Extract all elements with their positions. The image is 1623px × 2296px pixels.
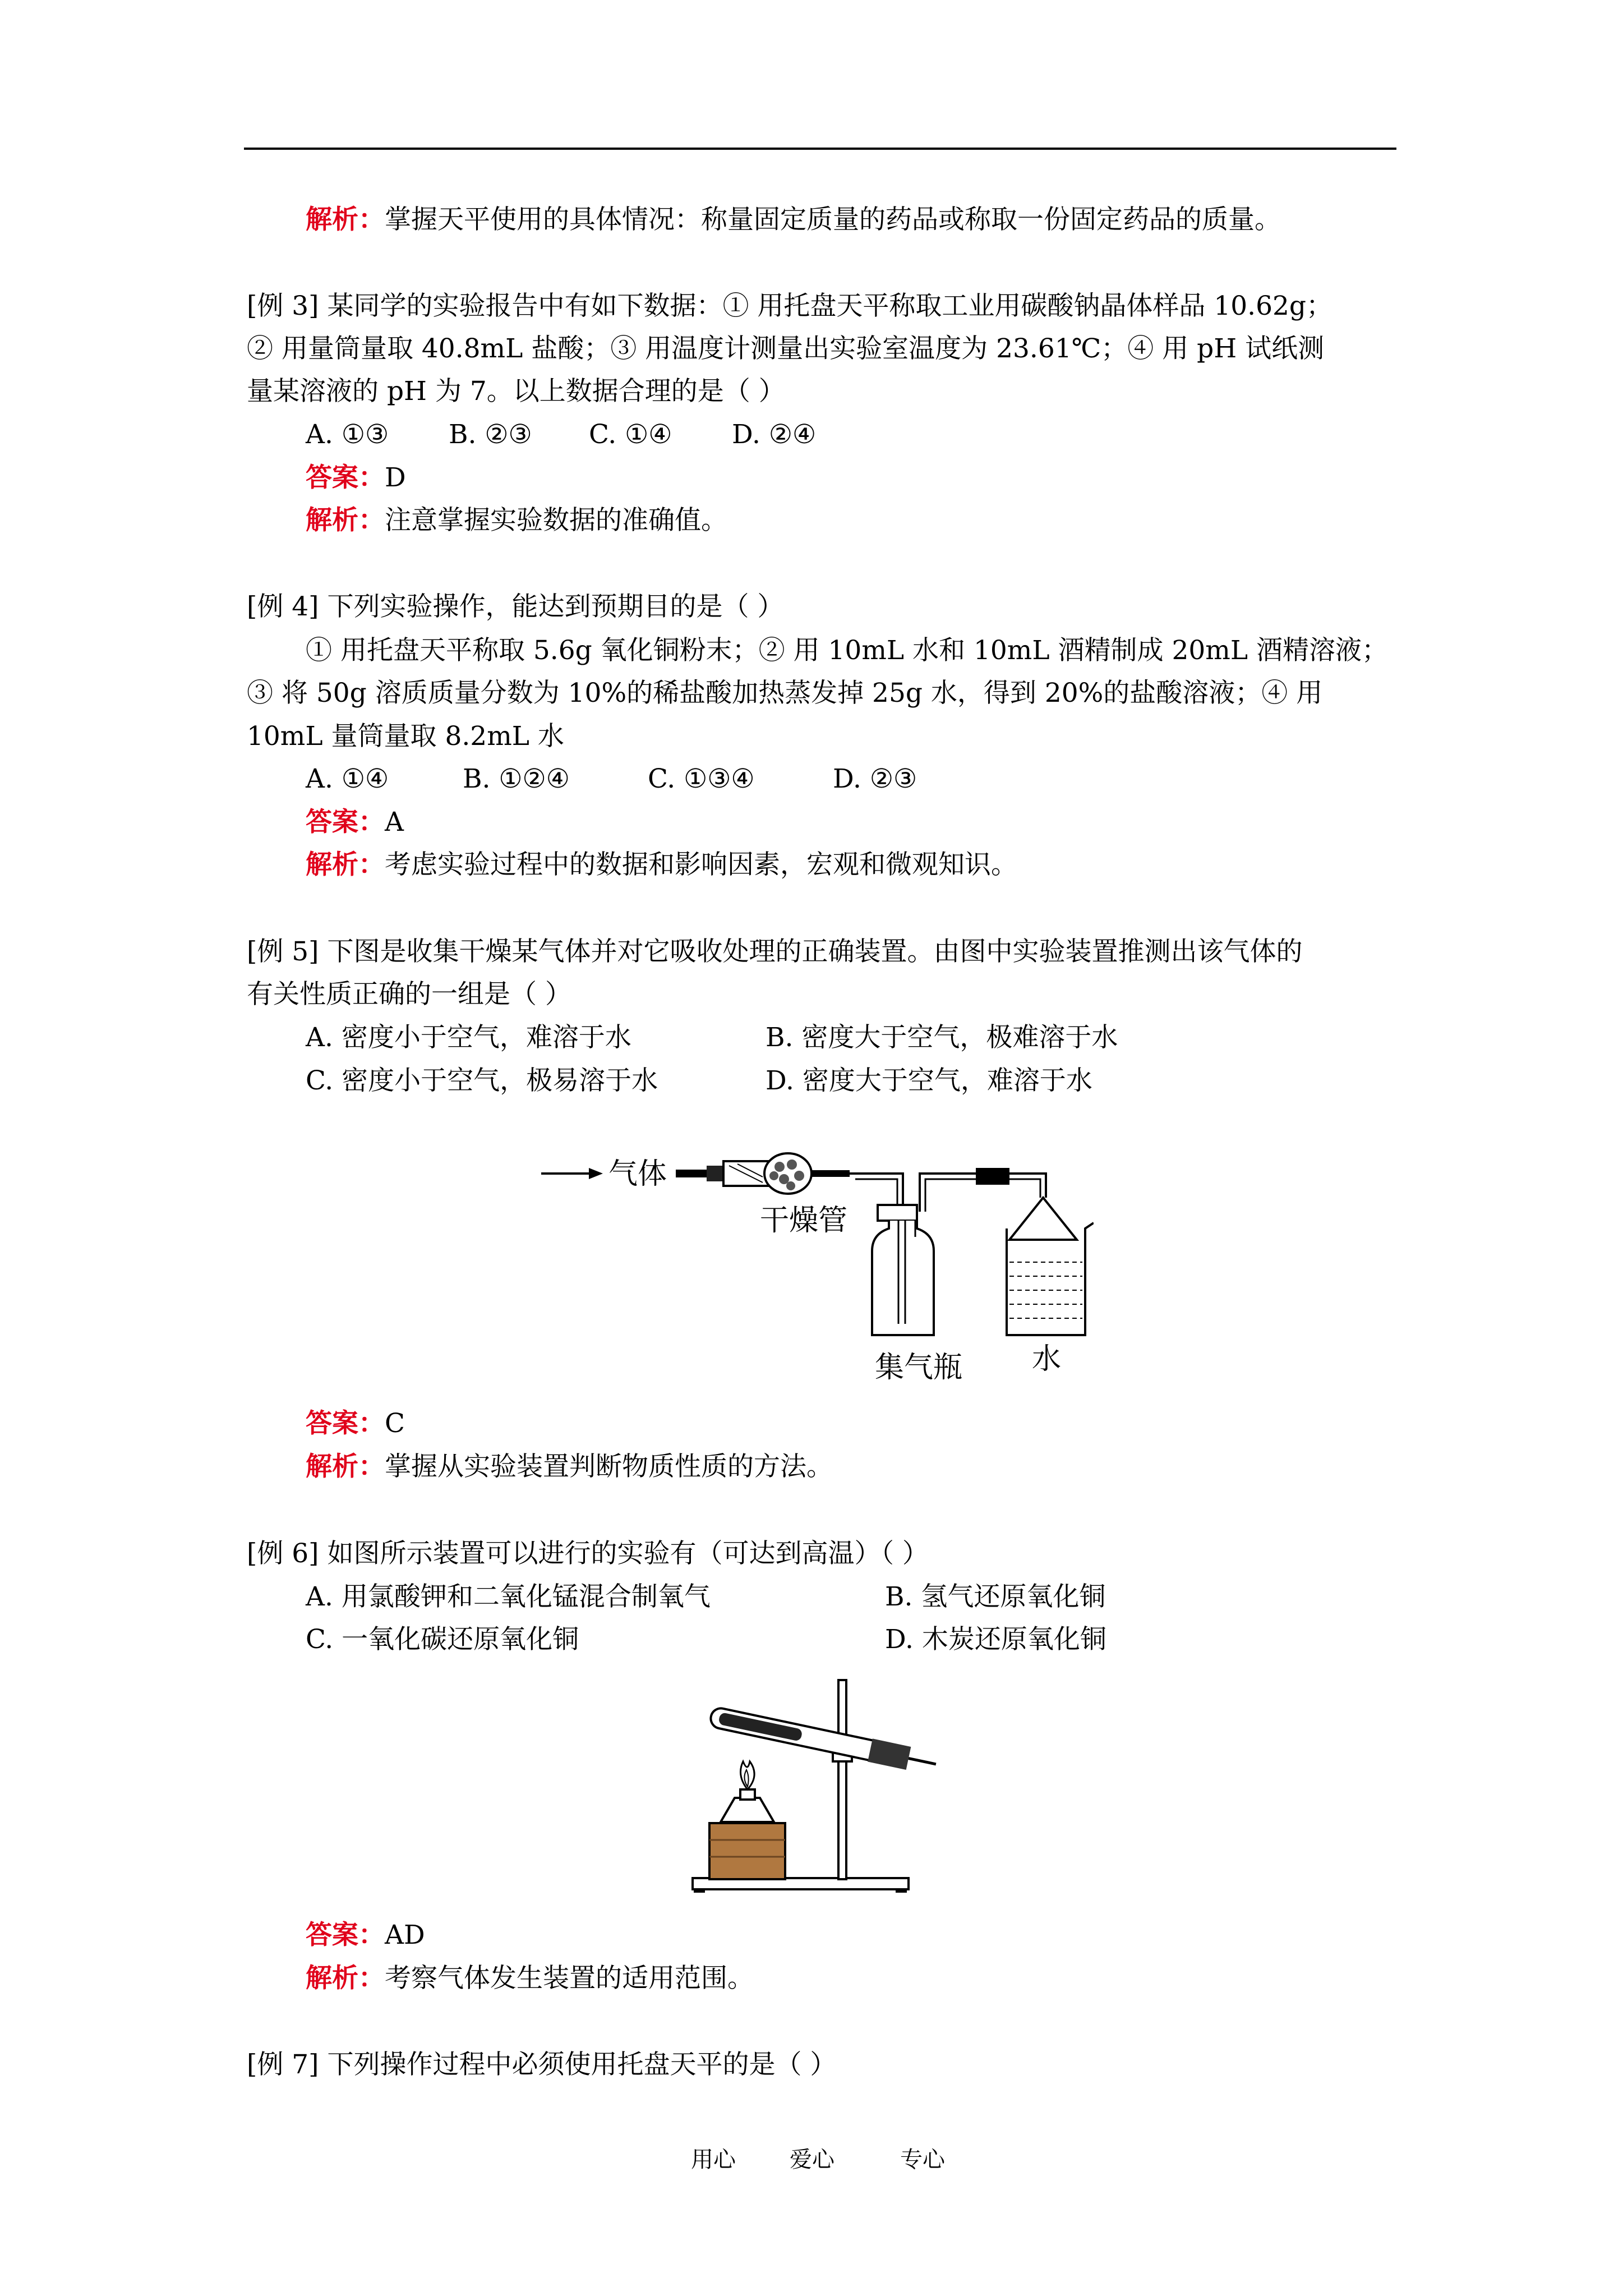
delivery-tube bbox=[909, 1759, 936, 1764]
ex6-option-b: B. 氢气还原氧化铜 bbox=[885, 1581, 1106, 1612]
ex2-analysis bbox=[306, 203, 1281, 237]
test-tube-stopper bbox=[868, 1738, 911, 1770]
answer-label: 答案： bbox=[306, 1408, 385, 1439]
dryer-outlet-tube bbox=[810, 1170, 850, 1177]
analysis-label: 解析： bbox=[306, 1451, 385, 1482]
answer-label: 答案： bbox=[306, 1920, 385, 1950]
ex5-analysis bbox=[306, 1450, 833, 1484]
ex6-option-d: D. 木炭还原氧化铜 bbox=[885, 1624, 1106, 1655]
ex4-option-d: D. ②③ bbox=[833, 763, 917, 794]
ex4-option-a: A. ①④ bbox=[306, 763, 389, 794]
ex4-answer bbox=[306, 806, 404, 839]
analysis-label: 解析： bbox=[306, 505, 385, 536]
answer-value: C bbox=[385, 1408, 405, 1439]
ex6-option-a: A. 用氯酸钾和二氧化锰混合制氧气 bbox=[306, 1581, 711, 1612]
ex4-question-line2: ① 用托盘天平称取 5.6g 氧化铜粉末；② 用 10mL 水和 10mL 酒精制成 20mL 酒精溶液； bbox=[306, 635, 1388, 666]
answer-label: 答案： bbox=[306, 807, 385, 838]
analysis-text: 考虑实验过程中的数据和影响因素，宏观和微观知识。 bbox=[385, 849, 1017, 880]
label-collecting-bottle: 集气瓶 bbox=[875, 1351, 963, 1384]
footer-text-1: 用心 bbox=[691, 2147, 736, 2173]
ex3-option-b: B. ②③ bbox=[449, 419, 532, 450]
ex3-answer bbox=[306, 461, 406, 495]
bottle-stopper bbox=[878, 1205, 917, 1221]
label-water: 水 bbox=[1032, 1342, 1062, 1376]
ex3-option-a: A. ①③ bbox=[306, 419, 389, 450]
analysis-text: 考察气体发生装置的适用范围。 bbox=[385, 1963, 754, 1994]
ex3-question-line2: ② 用量筒量取 40.8mL 盐酸；③ 用温度计测量出实验室温度为 23.61℃；④ 用 pH 试纸测 bbox=[247, 333, 1325, 364]
gas-arrow-head bbox=[589, 1168, 603, 1179]
analysis-label: 解析： bbox=[306, 849, 385, 880]
rubber-connector bbox=[976, 1168, 1009, 1185]
ex3-option-d: D. ②④ bbox=[732, 419, 817, 450]
ex5-answer bbox=[306, 1407, 405, 1441]
analysis-label: 解析： bbox=[306, 1963, 385, 1994]
ex5-option-c: C. 密度小于空气，极易溶于水 bbox=[306, 1065, 658, 1096]
ex3-question-line1: [例 3] 某同学的实验报告中有如下数据：① 用托盘天平称取工业用碳酸钠晶体样品 10.62g； bbox=[247, 291, 1332, 321]
ex5-option-a: A. 密度小于空气，难溶于水 bbox=[306, 1022, 631, 1053]
ex4-option-b: B. ①②④ bbox=[463, 763, 570, 794]
ex5-option-b: B. 密度大于空气，极难溶于水 bbox=[766, 1022, 1118, 1053]
ex4-analysis bbox=[306, 848, 1017, 882]
analysis-text: 注意掌握实验数据的准确值。 bbox=[385, 505, 727, 536]
analysis-label: 解析： bbox=[306, 204, 385, 235]
answer-value: A bbox=[385, 807, 404, 838]
analysis-text: 掌握从实验装置判断物质性质的方法。 bbox=[385, 1451, 833, 1482]
ex5-question-line1: [例 5] 下图是收集干燥某气体并对它吸收处理的正确装置。由图中实验装置推测出该气体的 bbox=[247, 936, 1303, 967]
ex7-question-line1: [例 7] 下列操作过程中必须使用托盘天平的是（ ） bbox=[247, 2049, 837, 2080]
ex3-question-line3: 量某溶液的 pH 为 7。以上数据合理的是（ ） bbox=[247, 376, 785, 407]
gas-collection-apparatus-figure bbox=[533, 1139, 1094, 1386]
ex5-option-d: D. 密度大于空气，难溶于水 bbox=[766, 1065, 1092, 1096]
ex6-answer bbox=[306, 1918, 425, 1952]
ex3-option-c: C. ①④ bbox=[589, 419, 672, 450]
header-rule bbox=[244, 148, 1396, 150]
ex5-question-line2: 有关性质正确的一组是（ ） bbox=[247, 979, 571, 1010]
wooden-block bbox=[709, 1823, 785, 1879]
ex4-question-line3: ③ 将 50g 溶质质量分数为 10%的稀盐酸加热蒸发掉 25g 水，得到 20%的盐酸溶液；④ 用 bbox=[247, 678, 1323, 708]
collecting-bottle bbox=[872, 1221, 934, 1335]
ex4-option-c: C. ①③④ bbox=[648, 763, 755, 794]
inverted-funnel bbox=[1009, 1198, 1077, 1240]
answer-value: D bbox=[385, 462, 406, 493]
ex4-question-line1: [例 4] 下列实验操作，能达到预期目的是（ ） bbox=[247, 591, 784, 622]
ex3-analysis bbox=[306, 504, 727, 537]
footer-text-3: 专心 bbox=[900, 2147, 945, 2173]
heating-apparatus-figure bbox=[687, 1677, 956, 1902]
ex6-question-line1: [例 6] 如图所示装置可以进行的实验有（可达到高温）（ ） bbox=[247, 1538, 929, 1569]
ex4-question-line4: 10mL 量筒量取 8.2mL 水 bbox=[247, 721, 564, 752]
answer-value: AD bbox=[385, 1920, 425, 1950]
alcohol-lamp bbox=[721, 1798, 774, 1822]
ex6-analysis bbox=[306, 1962, 754, 1995]
label-gas: 气体 bbox=[608, 1157, 667, 1191]
ex6-option-c: C. 一氧化碳还原氧化铜 bbox=[306, 1624, 579, 1655]
analysis-text: 掌握天平使用的具体情况：称量固定质量的药品或称取一份固定药品的质量。 bbox=[385, 204, 1281, 235]
stand-rod bbox=[838, 1680, 846, 1879]
label-drying-tube: 干燥管 bbox=[760, 1204, 848, 1237]
answer-label: 答案： bbox=[306, 462, 385, 493]
rubber-stopper bbox=[707, 1166, 723, 1181]
water-level bbox=[1009, 1262, 1082, 1318]
footer-text-2: 爱心 bbox=[790, 2147, 834, 2173]
inlet-tube bbox=[676, 1170, 709, 1177]
